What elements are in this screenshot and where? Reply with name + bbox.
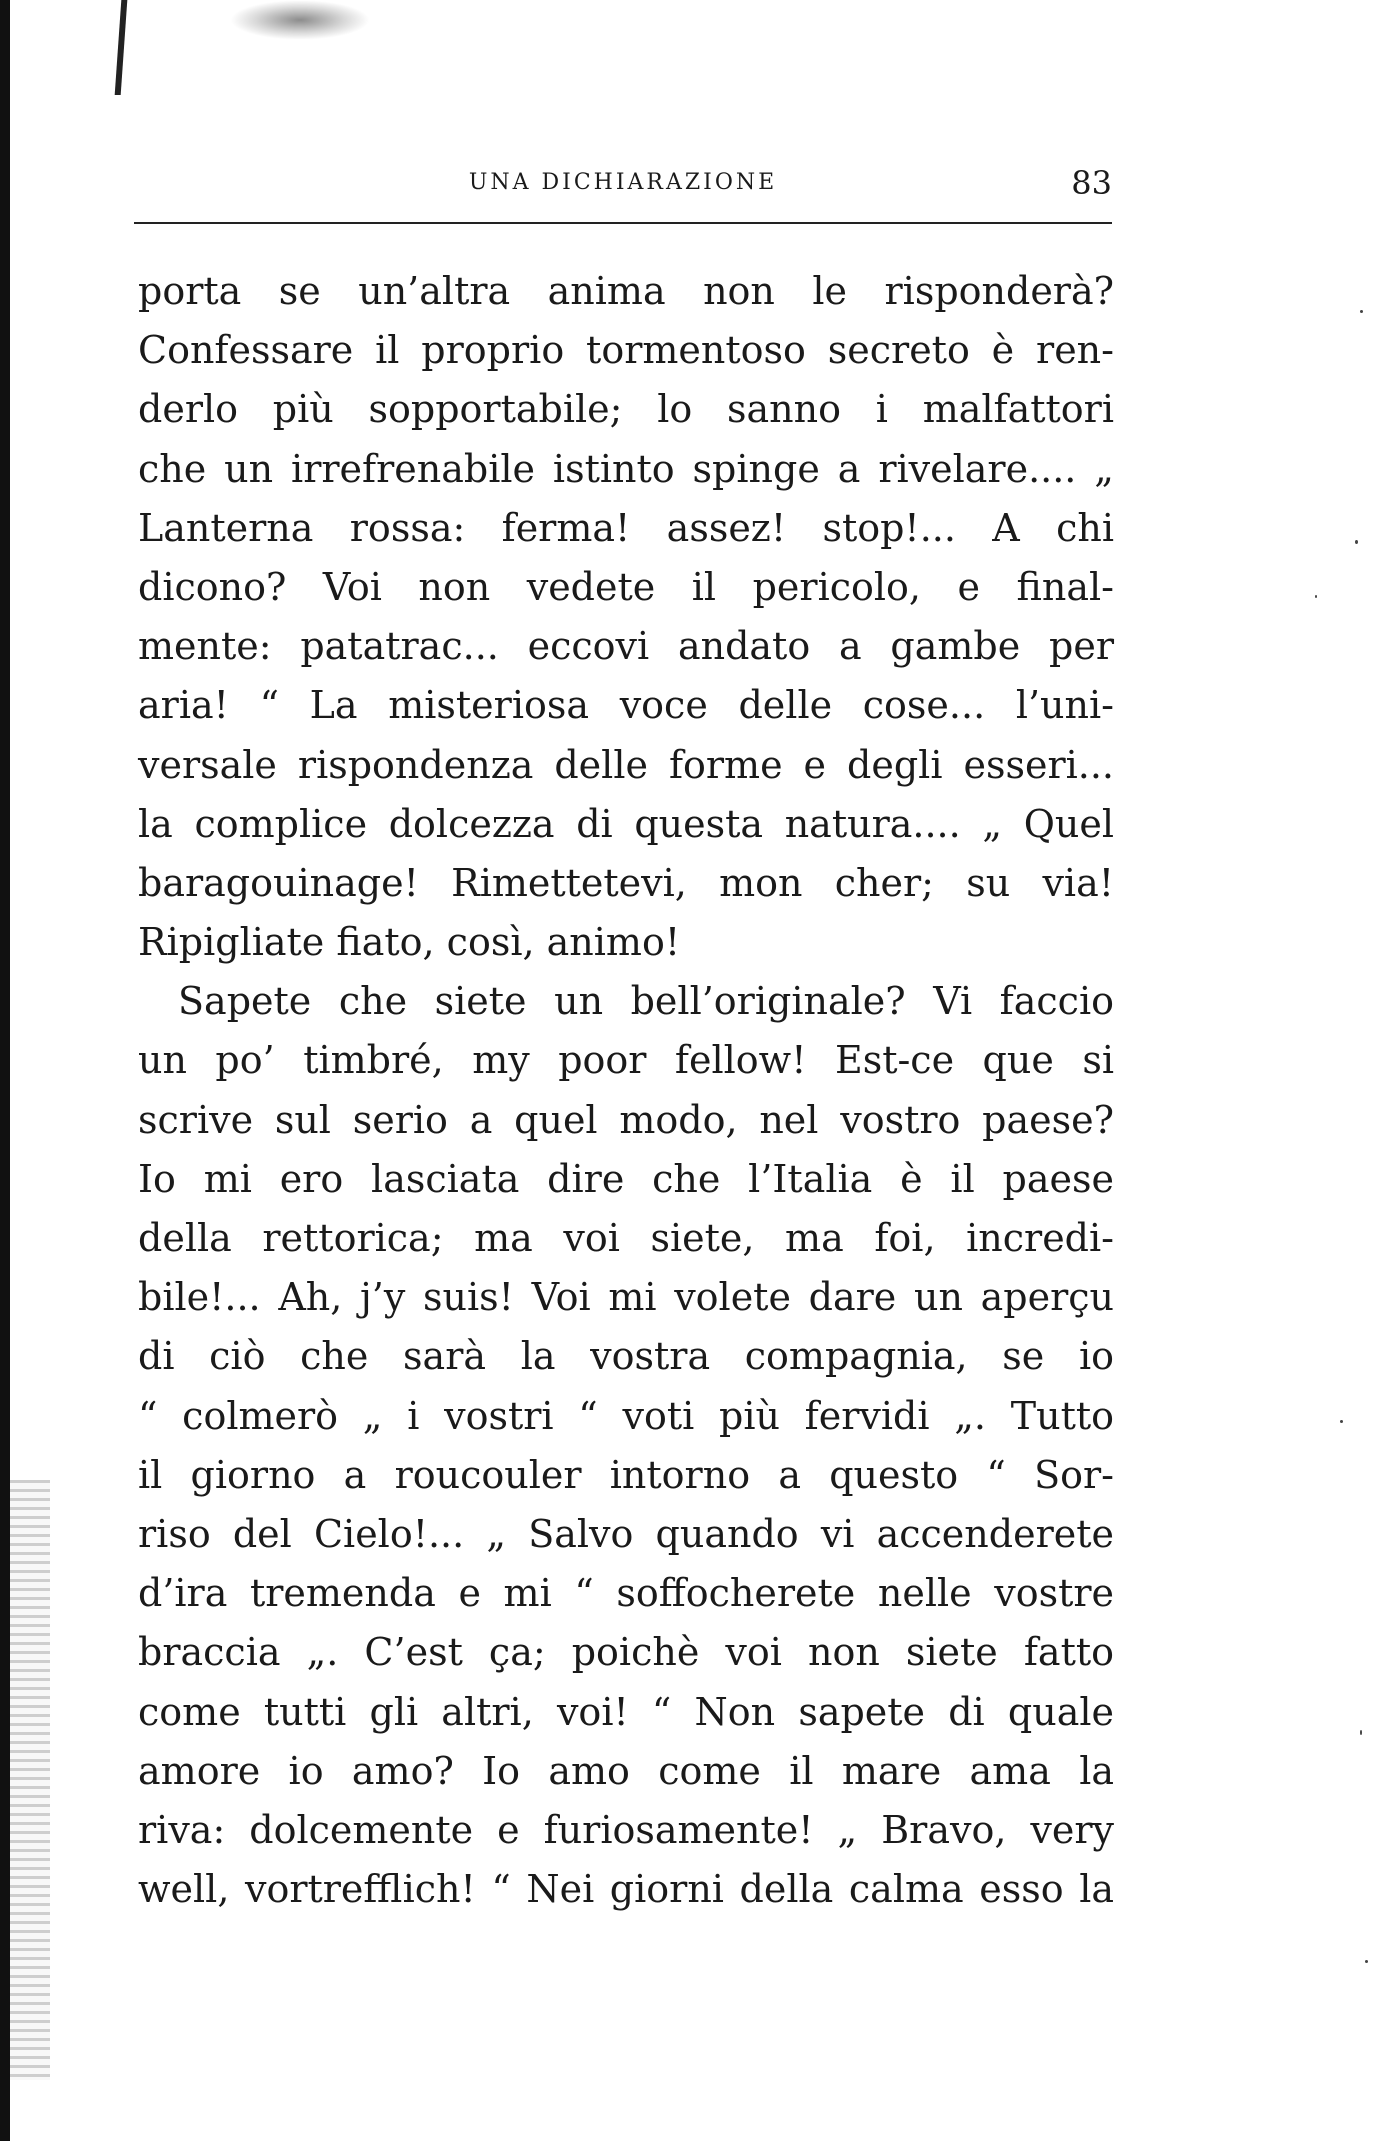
print-speck [1340,1420,1343,1423]
text-line: come tutti gli altri, voi! “ Non sapete di quale [138,1689,1114,1734]
text-line: mente: patatrac... eccovi andato a gambe per [138,624,1114,669]
print-speck [1315,595,1317,598]
text-line: versale rispondenza delle forme e degli esseri... [138,742,1114,787]
page-header [134,162,1112,212]
text-line: aria! “ La misteriosa voce delle cose... l’uni- [138,683,1114,728]
text-line: Confessare il proprio tormentoso secreto è ren- [138,328,1114,373]
body-text [138,262,1114,1919]
text-line: il giorno a roucouler intorno a questo “ Sor- [138,1452,1114,1497]
text-line: di ciò che sarà la vostra compagnia, se io [138,1334,1114,1379]
ink-smudge [230,0,370,40]
text-line: Ripigliate fiato, così, animo! [138,920,681,965]
text-line: braccia „. C’est ça; poichè voi non siete fatto [138,1630,1114,1675]
text-line: bile!... Ah, j’y suis! Voi mi volete dare un aperçu [138,1275,1114,1320]
text-line: well, vortrefflich! “ Nei giorni della calma esso la [138,1867,1114,1912]
binding-edge [0,0,10,2141]
ink-mark [115,0,128,95]
text-line: della rettorica; ma voi siete, ma foi, incredi- [138,1216,1114,1260]
print-speck [1360,1730,1362,1735]
text-line: derlo più sopportabile; lo sanno i malfattori [138,387,1114,432]
text-line: “ colmerò „ i vostri “ voti più fervidi „. Tutto [138,1393,1114,1438]
text-line: baragouinage! Rimettetevi, mon cher; su via! [138,860,1114,905]
text-line: Io mi ero lasciata dire che l’Italia è il paese [138,1156,1114,1201]
page-number: 83 [1071,164,1112,202]
text-line: dicono? Voi non vedete il pericolo, e final- [138,564,1114,609]
header-rule [134,222,1112,224]
text-line: Lanterna rossa: ferma! assez! stop!... A chi [138,505,1114,550]
text-line: che un irrefrenabile istinto spinge a rivelare.... „ [138,446,1114,491]
text-line: Sapete che siete un bell’originale? Vi faccio [178,979,1114,1024]
text-line: porta se un’altra anima non le risponderà? [138,269,1114,313]
text-line: scrive sul serio a quel modo, nel vostro paese? [138,1097,1114,1142]
text-line: riva: dolcemente e furiosamente! „ Bravo, very [138,1807,1114,1852]
print-speck [1355,540,1358,544]
print-speck [1360,310,1363,313]
binding-shadow [10,1480,50,2080]
text-line: la complice dolcezza di questa natura.... „ Quel [138,801,1114,846]
running-title: UNA DICHIARAZIONE [468,170,778,195]
text-line: amore io amo? Io amo come il mare ama la [138,1748,1114,1793]
text-line: riso del Cielo!... „ Salvo quando vi accenderete [138,1511,1114,1556]
text-line: d’ira tremenda e mi “ soffocherete nelle vostre [138,1571,1114,1616]
text-line: un po’ timbré, my poor fellow! Est-ce que si [138,1038,1114,1083]
print-speck [1365,1960,1368,1963]
